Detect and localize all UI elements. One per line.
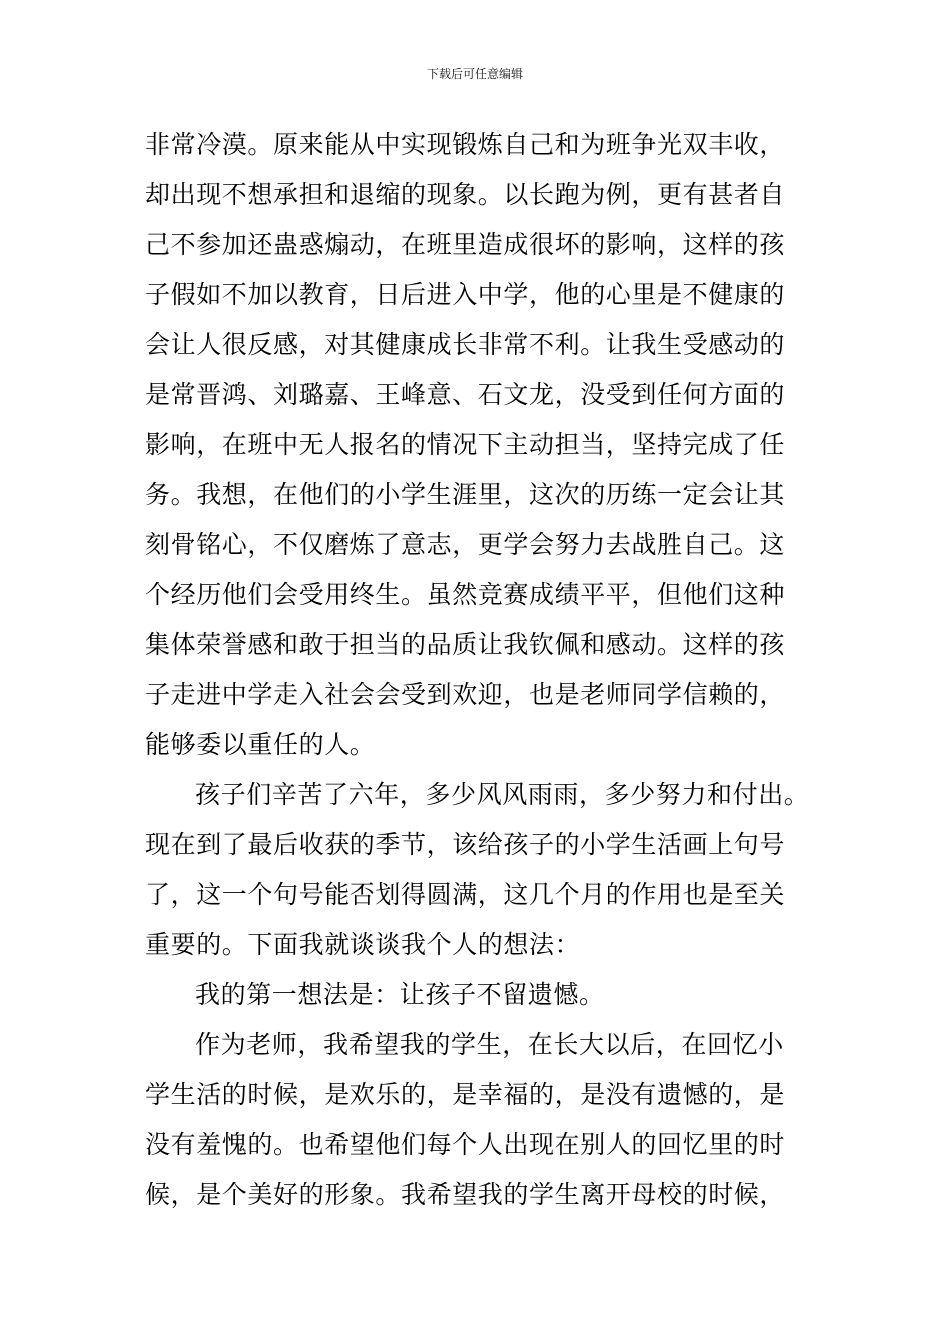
text-line: 刻骨铭心，不仅磨炼了意志，更学会努力去战胜自己。这: [145, 530, 786, 559]
text-line: 了，这一个句号能否划得圆满，这几个月的作用也是至关: [145, 880, 786, 909]
text-line: 子走进中学走入社会会受到欢迎，也是老师同学信赖的，: [145, 680, 786, 709]
text-line: 非常冷漠。原来能从中实现锻炼自己和为班争光双丰收，: [145, 130, 786, 159]
text-line: 己不参加还蛊惑煽动，在班里造成很坏的影响，这样的孩: [145, 230, 786, 259]
document-body: [145, 120, 835, 1220]
page-header: 下载后可任意编辑: [426, 67, 523, 81]
text-line: 重要的。下面我就谈谈我个人的想法：: [145, 930, 581, 959]
text-line: 务。我想，在他们的小学生涯里，这次的历练一定会让其: [145, 480, 786, 509]
text-line: 是常晋鸿、刘璐嘉、王峰意、石文龙，没受到任何方面的: [145, 380, 786, 409]
text-line: 却出现不想承担和退缩的现象。以长跑为例，更有甚者自: [145, 180, 786, 209]
paragraph: [145, 970, 835, 1020]
text-line: 个经历他们会受用终生。虽然竞赛成绩平平，但他们这种: [145, 580, 786, 609]
text-line: 我的第一想法是：让孩子不留遗憾。: [195, 980, 605, 1009]
text-line: 影响，在班中无人报名的情况下主动担当，坚持完成了任: [145, 430, 786, 459]
text-line: 会让人很反感，对其健康成长非常不利。让我生受感动的: [145, 330, 786, 359]
text-line: 子假如不加以教育，日后进入中学，他的心里是不健康的: [145, 280, 786, 309]
text-line: 候，是个美好的形象。我希望我的学生离开母校的时候，: [145, 1180, 786, 1209]
text-line: 作为老师，我希望我的学生，在长大以后，在回忆小: [195, 1030, 784, 1059]
text-line: 集体荣誉感和敢于担当的品质让我钦佩和感动。这样的孩: [145, 630, 786, 659]
text-line: 孩子们辛苦了六年，多少风风雨雨，多少努力和付出。: [195, 780, 810, 809]
text-line: 没有羞愧的。也希望他们每个人出现在别人的回忆里的时: [145, 1130, 786, 1159]
paragraph: [145, 1020, 835, 1220]
text-line: 能够委以重任的人。: [145, 730, 376, 759]
paragraph: [145, 770, 835, 970]
paragraph: [145, 120, 835, 770]
text-line: 现在到了最后收获的季节，该给孩子的小学生活画上句号: [145, 830, 786, 859]
text-line: 学生活的时候，是欢乐的，是幸福的，是没有遗憾的，是: [145, 1080, 786, 1109]
